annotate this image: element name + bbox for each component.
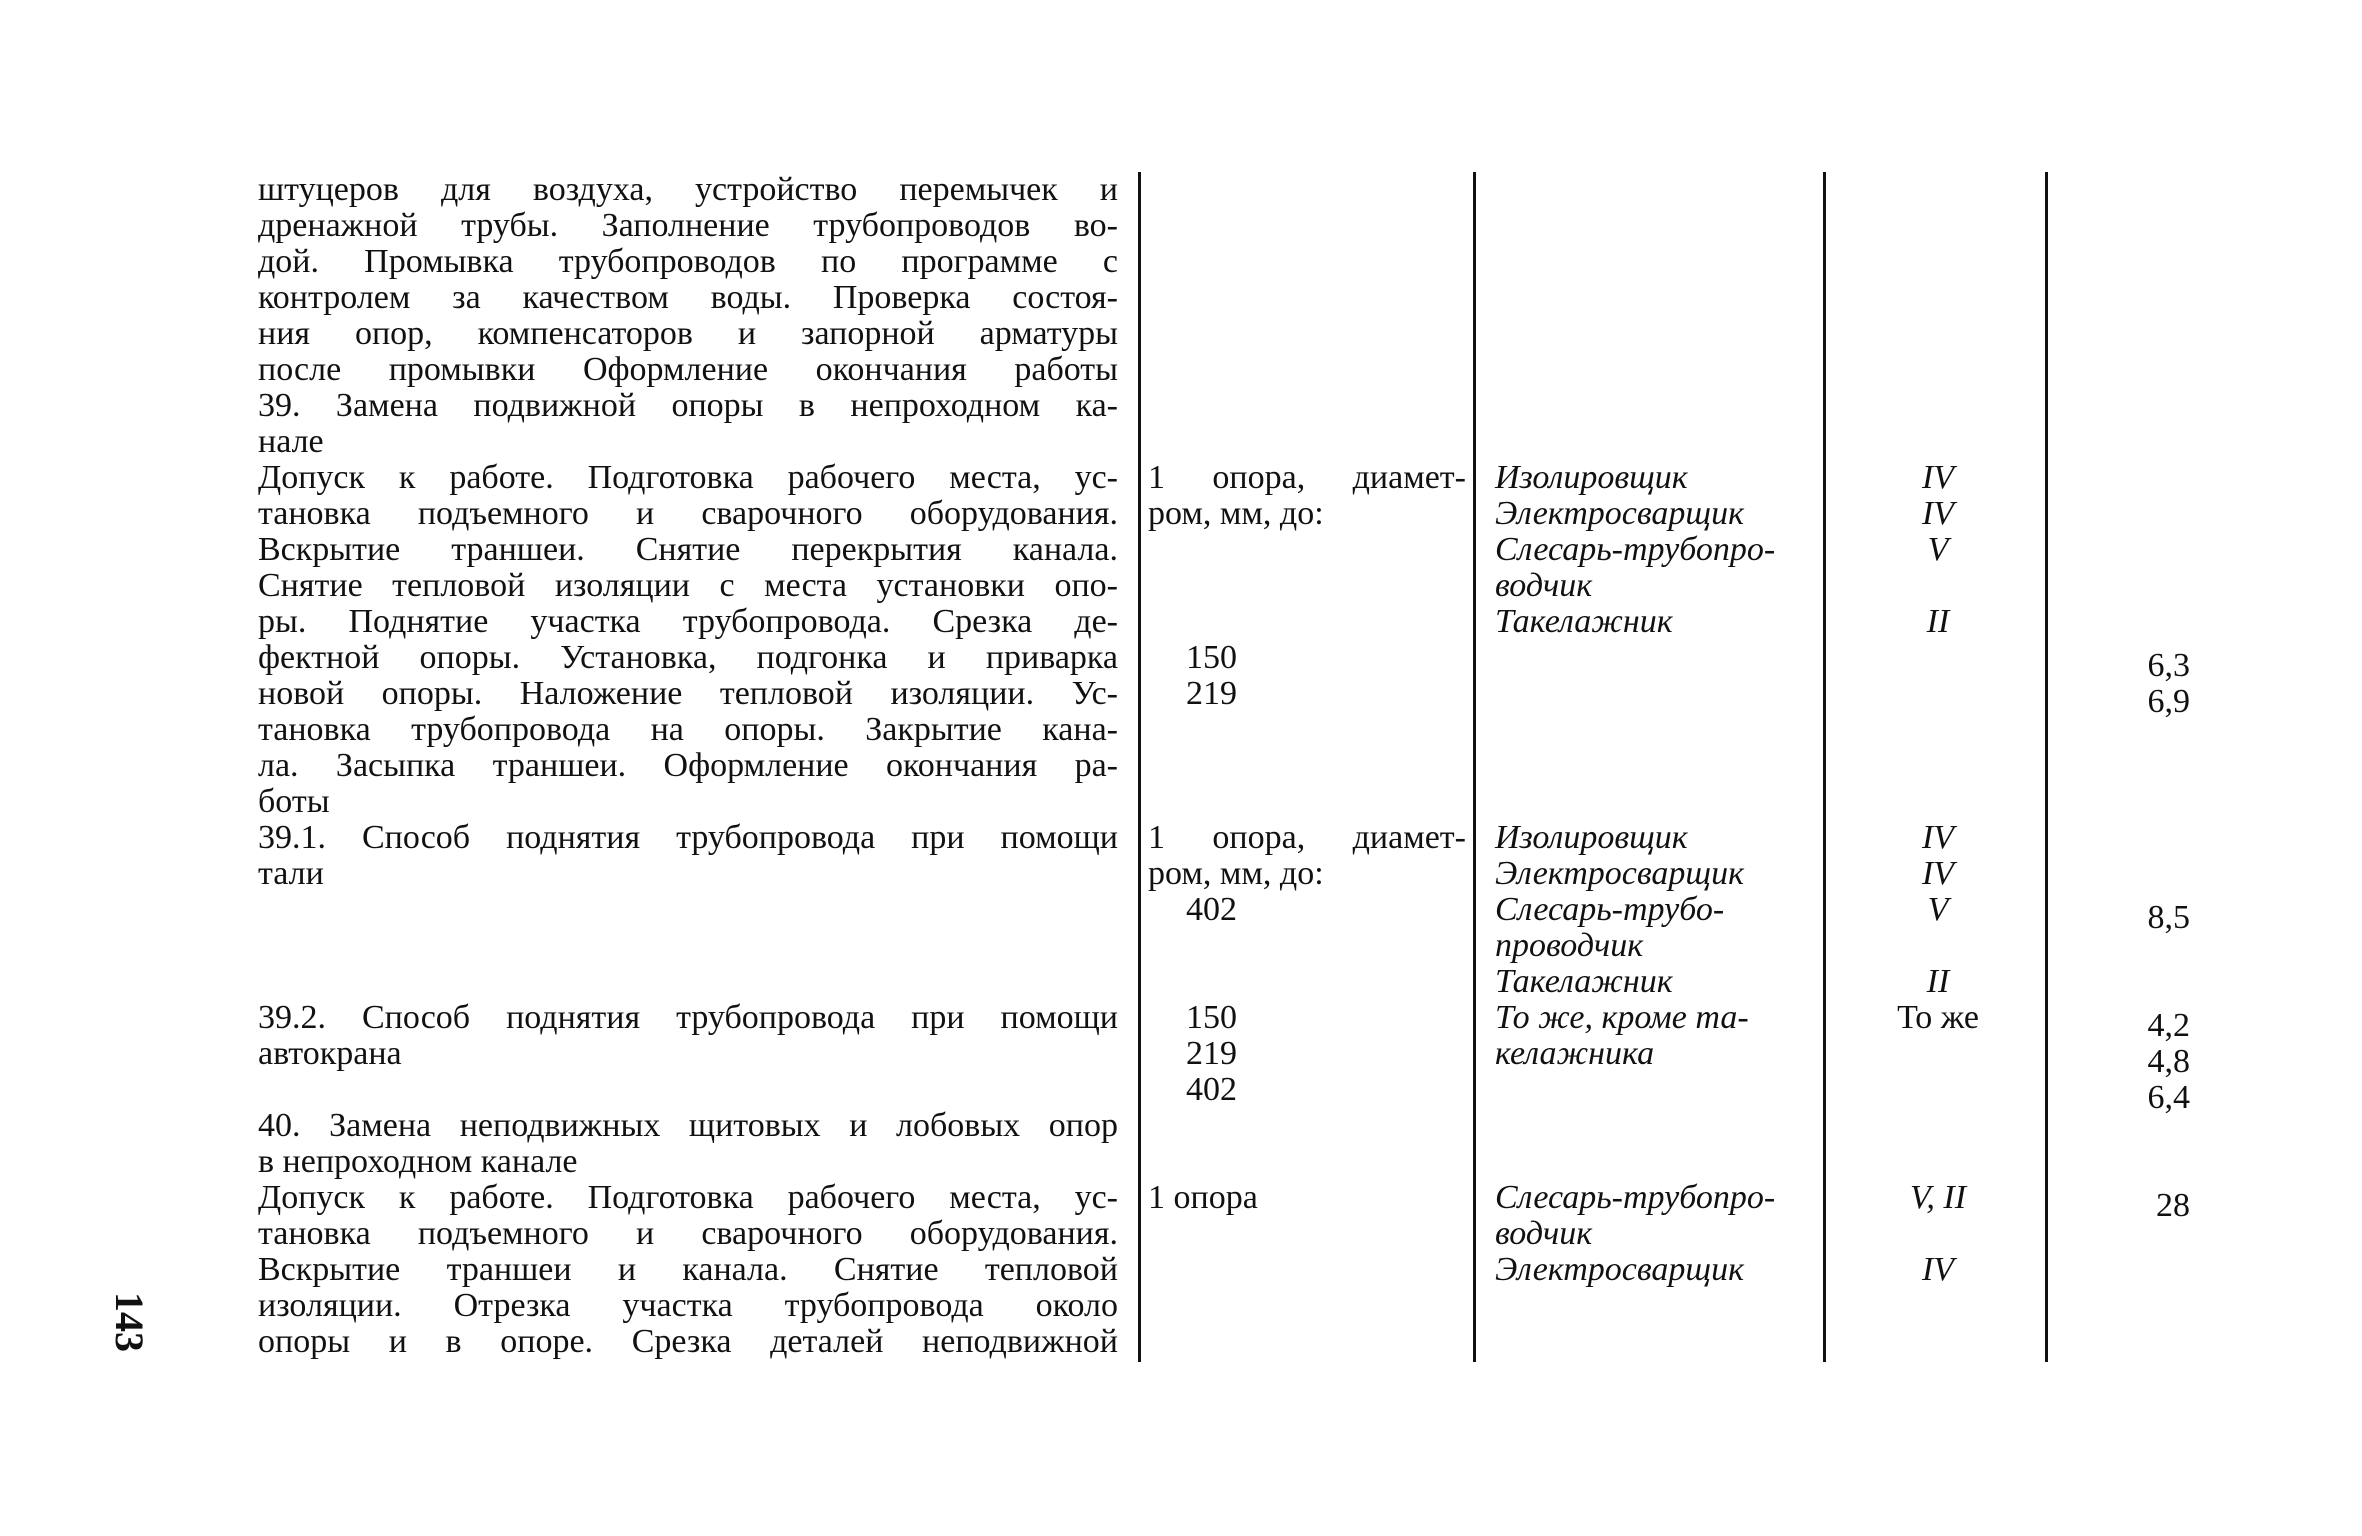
worker-cell: Слесарь-трубопро- xyxy=(1495,531,1776,568)
worker-cell: Слесарь-трубо- xyxy=(1495,891,1725,928)
grade-cell: V, II xyxy=(1909,1179,1967,1216)
norm-cell: 4,8 xyxy=(2147,1043,2190,1080)
grade-cell: IV xyxy=(1921,495,1955,532)
grade-cell: II xyxy=(1926,963,1950,1000)
description-line: фектной опоры. Установка, подгонка и приварка xyxy=(258,639,1118,676)
worker-cell: То же, кроме та- xyxy=(1495,999,1749,1036)
grade-cell: IV xyxy=(1921,819,1955,856)
grade-cell: IV xyxy=(1921,1251,1955,1288)
description-line: 40. Замена неподвижных щитовых и лобовых опор xyxy=(258,1107,1118,1144)
column-divider-2 xyxy=(1473,172,1476,1362)
column-divider-3 xyxy=(1823,172,1826,1362)
description-line: после промывки Оформление окончания работы xyxy=(258,351,1118,388)
meter-cell: 219 xyxy=(1186,1035,1237,1072)
description-line: штуцеров для воздуха, устройство перемычек и xyxy=(258,171,1118,208)
column-divider-1 xyxy=(1138,172,1141,1362)
description-line: тановка подъемного и сварочного оборудования. xyxy=(258,495,1118,532)
description-line: тали xyxy=(258,855,324,892)
meter-cell: 219 xyxy=(1186,675,1237,712)
meter-cell: 402 xyxy=(1186,891,1237,928)
description-line: Вскрытие траншеи. Снятие перекрытия канала. xyxy=(258,531,1118,568)
norm-cell: 6,9 xyxy=(2147,683,2190,720)
norm-cell: 6,3 xyxy=(2147,647,2190,684)
description-line xyxy=(258,928,1118,964)
worker-cell: Изолировщик xyxy=(1495,459,1688,496)
description-line: новой опоры. Наложение тепловой изоляции. Ус- xyxy=(258,675,1118,712)
description-line: автокрана xyxy=(258,1035,402,1072)
meter-cell: 1 опора, диамет- xyxy=(1148,819,1466,856)
column-divider-4 xyxy=(2045,172,2048,1362)
meter-cell: 150 xyxy=(1186,999,1237,1036)
description-line: в непроходном канале xyxy=(258,1143,578,1180)
meter-cell: 1 опора xyxy=(1148,1179,1258,1216)
description-line: ры. Поднятие участка трубопровода. Срезка де- xyxy=(258,603,1118,640)
norm-cell: 6,4 xyxy=(2147,1079,2190,1116)
description-line: изоляции. Отрезка участка трубопровода около xyxy=(258,1287,1118,1324)
description-line xyxy=(258,964,1118,1000)
description-line: контролем за качеством воды. Проверка состоя- xyxy=(258,279,1118,316)
grade-cell: V xyxy=(1927,531,1949,568)
meter-cell: 150 xyxy=(1186,639,1237,676)
description-line: опоры и в опоре. Срезка деталей неподвижной xyxy=(258,1323,1118,1360)
worker-cell: Такелажник xyxy=(1495,603,1673,640)
description-line xyxy=(258,1072,1118,1108)
description-line: ния опор, компенсаторов и запорной арматуры xyxy=(258,315,1118,352)
worker-cell: Такелажник xyxy=(1495,963,1673,1000)
grade-cell: IV xyxy=(1921,855,1955,892)
worker-cell: Электросварщик xyxy=(1495,855,1744,892)
worker-cell: водчик xyxy=(1495,567,1593,604)
norm-cell: 4,2 xyxy=(2147,1007,2190,1044)
description-line: 39. Замена подвижной опоры в непроходном ка- xyxy=(258,387,1118,424)
norm-cell: 28 xyxy=(2156,1187,2190,1224)
grade-cell: То же xyxy=(1897,999,1979,1036)
description-line: тановка трубопровода на опоры. Закрытие кана- xyxy=(258,711,1118,748)
meter-cell: 402 xyxy=(1186,1071,1237,1108)
description-line: тановка подъемного и сварочного оборудования. xyxy=(258,1215,1118,1252)
page-number: 143 xyxy=(107,1292,152,1352)
description-line: Допуск к работе. Подготовка рабочего места, ус- xyxy=(258,1179,1118,1216)
worker-cell: Электросварщик xyxy=(1495,1251,1744,1288)
meter-cell: ром, мм, до: xyxy=(1148,495,1324,532)
grade-cell: V xyxy=(1927,891,1949,928)
description-line: Снятие тепловой изоляции с места установки опо- xyxy=(258,567,1118,604)
description-line: Допуск к работе. Подготовка рабочего места, ус- xyxy=(258,459,1118,496)
worker-cell: Изолировщик xyxy=(1495,819,1688,856)
meter-cell: 1 опора, диамет- xyxy=(1148,459,1466,496)
norm-cell: 8,5 xyxy=(2147,899,2190,936)
description-line: дренажной трубы. Заполнение трубопроводов во- xyxy=(258,207,1118,244)
description-line: 39.2. Способ поднятия трубопровода при помощи xyxy=(258,999,1118,1036)
description-line xyxy=(258,892,1118,928)
worker-cell: водчик xyxy=(1495,1215,1593,1252)
meter-cell: ром, мм, до: xyxy=(1148,855,1324,892)
worker-cell: Слесарь-трубопро- xyxy=(1495,1179,1776,1216)
worker-cell: келажника xyxy=(1495,1035,1655,1072)
description-line: 39.1. Способ поднятия трубопровода при помощи xyxy=(258,819,1118,856)
description-line: ла. Засыпка траншеи. Оформление окончания ра- xyxy=(258,747,1118,784)
description-line: боты xyxy=(258,783,330,820)
description-line: дой. Промывка трубопроводов по программе с xyxy=(258,243,1118,280)
worker-cell: Электросварщик xyxy=(1495,495,1744,532)
description-line: нале xyxy=(258,423,324,460)
worker-cell: проводчик xyxy=(1495,927,1644,964)
grade-cell: IV xyxy=(1921,459,1955,496)
description-line: Вскрытие траншеи и канала. Снятие тепловой xyxy=(258,1251,1118,1288)
grade-cell: II xyxy=(1926,603,1950,640)
